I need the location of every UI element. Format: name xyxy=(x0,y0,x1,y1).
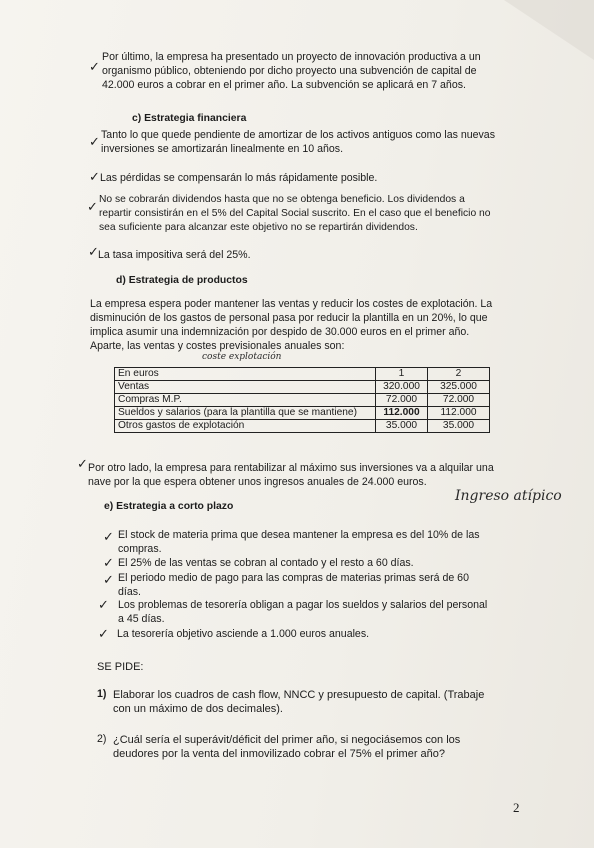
paragraph-products: La empresa espera poder mantener las ventas y reducir los costes de explotación. La disminución de los gastos de personal pasa por reducir la plantilla en un 20%, lo que implica asumir una indemnización por despido de 30.000 euros en el primer año. Aparte, las ventas y costes previsionales anuales son: xyxy=(90,298,493,352)
paragraph-tax-rate: La tasa impositiva será del 25%. xyxy=(98,249,251,261)
handwritten-tick-icon: ✓ xyxy=(103,556,114,571)
handwritten-tick-icon: ✓ xyxy=(98,627,109,642)
cost-table xyxy=(114,367,490,433)
section-d-heading: d) Estrategia de productos xyxy=(116,275,248,286)
se-pide-heading: SE PIDE: xyxy=(97,661,144,673)
page-fold-shadow xyxy=(504,0,594,60)
question-number: 1) xyxy=(97,688,107,700)
question-2: ¿Cuál sería el superávit/déficit del primer año, si negociásemos con los deudores por la venta del inmovilizado cobrar el 75% el primer año? xyxy=(113,734,461,760)
paragraph-innovation: Por último, la empresa ha presentado un proyecto de innovación productiva a un organismo público, obteniendo por dicho proyecto una subvención de capital de 42.000 euros a cobrar en el primer año. La subvención se aplicará en 7 años. xyxy=(102,51,481,91)
page-number: 2 xyxy=(513,800,520,815)
handwritten-note-costs: coste explotación xyxy=(202,352,282,362)
handwritten-tick-icon: ✓ xyxy=(103,573,114,588)
section-e-heading: e) Estrategia a corto plazo xyxy=(104,501,234,512)
handwritten-note-atypical: Ingreso atípico xyxy=(455,488,562,504)
paragraph-rent: Por otro lado, la empresa para rentabilizar al máximo sus inversiones va a alquilar una nave por la que espera obtener unos ingresos anuales de 24.000 euros. xyxy=(88,462,494,488)
paragraph-sales-collection: El 25% de las ventas se cobran al contado y el resto a 60 días. xyxy=(118,557,414,569)
handwritten-tick-icon: ✓ xyxy=(103,530,114,545)
handwritten-tick-icon: ✓ xyxy=(98,598,109,613)
handwritten-tick-icon: ✓ xyxy=(87,200,98,215)
question-1: Elaborar los cuadros de cash flow, NNCC y presupuesto de capital. (Trabaje con un máximo de dos decimales). xyxy=(113,689,485,715)
paragraph-treasury-target: La tesorería objetivo asciende a 1.000 euros anuales. xyxy=(117,628,370,640)
handwritten-tick-icon: ✓ xyxy=(89,135,100,150)
paragraph-payment-period: El periodo medio de pago para las compras de materias primas será de 60 días. xyxy=(118,572,469,598)
table-row: Otros gastos de explotación 35.000 35.000 xyxy=(115,420,490,433)
question-number: 2) xyxy=(97,733,107,745)
handwritten-tick-icon: ✓ xyxy=(77,457,88,472)
table-row: En euros 1 2 xyxy=(115,368,490,381)
handwritten-tick-icon: ✓ xyxy=(89,170,100,185)
handwritten-tick-icon: ✓ xyxy=(89,60,100,75)
table-row: Sueldos y salarios (para la plantilla que se mantiene) 112.000 112.000 xyxy=(115,407,490,420)
paragraph-treasury-problems: Los problemas de tesorería obligan a pagar los sueldos y salarios del personal a 45 días. xyxy=(118,599,488,625)
handwritten-tick-icon: ✓ xyxy=(88,245,99,260)
section-c-heading: c) Estrategia financiera xyxy=(132,113,247,124)
paragraph-stock: El stock de materia prima que desea mantener la empresa es del 10% de las compras. xyxy=(118,529,480,555)
paragraph-amortization: Tanto lo que quede pendiente de amortizar de los activos antiguos como las nuevas inversiones se amortizarán linealmente en 10 años. xyxy=(101,129,495,155)
paragraph-dividends: No se cobrarán dividendos hasta que no se obtenga beneficio. Los dividendos a repartir consistirán en el 5% del Capital Social suscrito. En el caso que el beneficio no sea suficiente para alcanzar este objetivo no se repartirán dividendos. xyxy=(99,194,491,233)
paragraph-losses: Las pérdidas se compensarán lo más rápidamente posible. xyxy=(100,172,378,184)
table-row: Compras M.P. 72.000 72.000 xyxy=(115,394,490,407)
table-row: Ventas 320.000 325.000 xyxy=(115,381,490,394)
